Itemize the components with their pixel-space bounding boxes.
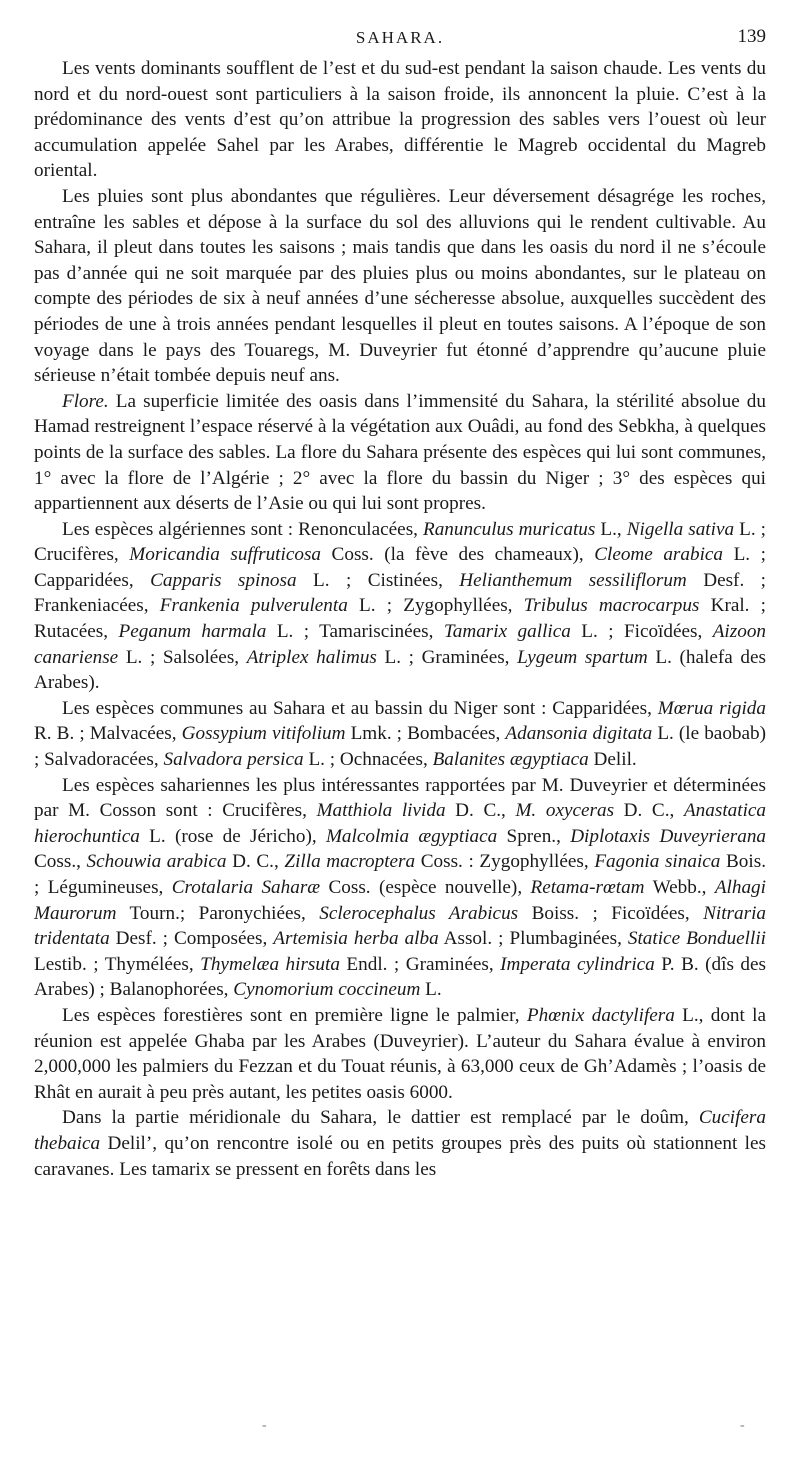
- italic-run: Matthiola livida: [316, 800, 446, 822]
- page-header: [34, 22, 766, 52]
- text-run: Lestib. ; Thymélées,: [34, 953, 201, 975]
- italic-run: Capparis spinosa: [150, 569, 297, 591]
- italic-run: Adansonia digitata: [505, 723, 653, 745]
- text-run: L. ; Capparidées,: [34, 544, 766, 591]
- italic-run: Nigella sativa: [626, 518, 735, 540]
- book-page: [34, 22, 766, 1182]
- italic-run: Sclerocephalus Arabicus: [319, 902, 519, 924]
- text-run: D. C.,: [445, 800, 516, 822]
- italic-run: Balanites ægyptiaca: [432, 749, 589, 771]
- italic-run: Anastatica hierochuntica: [34, 800, 767, 847]
- paragraph: [34, 184, 766, 389]
- text-run: L. ; Zygophyllées,: [347, 595, 524, 617]
- paragraph: [34, 773, 766, 1003]
- text-run: L.: [420, 979, 442, 1001]
- text-run: Delil.: [588, 749, 637, 771]
- italic-run: Mœrua rigida: [657, 697, 766, 719]
- italic-run: Phœnix dactylifera: [526, 1004, 675, 1026]
- text-run: R. B. ; Malvacées,: [34, 723, 182, 745]
- paragraph: [34, 696, 766, 773]
- text-run: L. ; Ochnacées,: [303, 749, 433, 771]
- text-run: Les espèces forestières sont en première ligne le palmier,: [62, 1004, 527, 1026]
- italic-run: Moricandia suffruticosa: [129, 544, 322, 566]
- text-run: Desf. ; Composées,: [109, 928, 274, 950]
- italic-run: Frankenia pulverulenta: [159, 595, 348, 617]
- italic-run: Gossypium vitifolium: [181, 723, 346, 745]
- margin-mark-left: -: [262, 1418, 267, 1433]
- italic-run: Cucifera thebaica: [34, 1107, 766, 1154]
- page-number: 139: [737, 26, 766, 47]
- paragraph: [34, 1105, 766, 1182]
- text-run: Les espèces algériennes sont : Renonculacées,: [62, 518, 423, 540]
- italic-run: Salvadora persica: [163, 749, 304, 771]
- text-run: L., dont la réunion est appelée Ghaba par les Arabes (Duveyrier). L’auteur du Sahara évalue à environ 2,000,000 les palmiers du Fezzan et du Touat réunis, à 63,000 ceux de Gh’Adamès ; l’oasis de Rhât en aurait à peu près autant, les petites oasis 6000.: [34, 1004, 766, 1103]
- text-run: Les pluies sont plus abondantes que régulières. Leur déversement désagrége les roches, entraîne les sables et dépose à la surface du sol des alluvions qui le rendent cultivable. Au Sahara, il pleut dans toutes les saisons ; mais tandis que dans les oasis du nord il ne s’écoule pas d’année qui ne soit marquée par des pluies plus ou moins abondantes, sur le plateau on compte des périodes de six à neuf années d’une sécheresse absolue, auxquelles succèdent des périodes de une à trois années pendant lesquelles il pleut en toutes saisons. A l’époque de son voyage dans le pays des Touaregs, M. Duveyrier fut étonné d’apprendre qu’aucune pluie sérieuse n’était tombée depuis neuf ans.: [34, 185, 766, 387]
- text-run: Les vents dominants soufflent de l’est et du sud-est pendant la saison chaude. Les vents du nord et du nord-ouest sont particuliers à la saison froide, ils annoncent la pluie. C’est à la prédominance des vents d’est qu’on attribue la progression des sables vers l’ouest où leur accumulation appelée Sahel par les Arabes, différentie le Magreb occidental du Magreb oriental.: [34, 58, 766, 182]
- text-run: La superficie limitée des oasis dans l’immensité du Sahara, la stérilité absolue du Hamad restreignent l’espace réservé à la végétation aux Ouâdi, au fond des Sebkha, à quelques points de la surface des sables. La flore du Sahara présente des espèces qui lui sont communes, 1° avec la flore de l’Algérie ; 2° avec la flore du bassin du Niger ; 3° des espèces qui appartiennent aux déserts de l’Asie ou qui lui sont propres.: [34, 390, 766, 515]
- text-run: Bois. ; Légumineuses,: [34, 851, 767, 898]
- italic-run: Retama-rœtam: [530, 877, 645, 898]
- text-run: Boiss. ; Ficoïdées,: [518, 902, 704, 924]
- text-run: L. ; Ficoïdées,: [570, 621, 713, 643]
- text-run: Lmk. ; Bombacées,: [345, 723, 506, 745]
- text-run: L. (le baobab) ; Salvadoracées,: [34, 723, 766, 771]
- text-run: Delil’, qu’on rencontre isolé ou en petits groupes près des puits où stationnent les caravanes. Les tamarix se pressent en forêts dans les: [34, 1132, 766, 1180]
- italic-run: Ranunculus muricatus: [422, 518, 596, 540]
- italic-run: Malcolmia ægyptiaca: [325, 825, 498, 847]
- paragraph: [34, 56, 766, 184]
- italic-run: Imperata cylindrica: [500, 953, 655, 975]
- italic-run: Crotalaria Saharæ: [171, 877, 321, 898]
- text-run: L. (rose de Jéricho),: [139, 825, 326, 847]
- italic-run: Fagonia sinaica: [594, 851, 721, 873]
- text-run: Assol. ; Plumbaginées,: [438, 928, 628, 950]
- text-run: L.,: [595, 518, 627, 540]
- italic-run: M. oxyceras: [515, 800, 615, 822]
- italic-run: Peganum harmala: [118, 621, 267, 643]
- text-run: Les espèces sahariennes les plus intéressantes rapportées par M. Duveyrier et déterminées par M. Cosson sont : Crucifères,: [34, 774, 766, 822]
- text-run: Coss. (la fève des chameaux),: [321, 544, 595, 566]
- text-run: L. (halefa des Arabes).: [34, 646, 766, 694]
- italic-run: Cynomorium coccineum: [233, 979, 421, 1001]
- paragraph: [34, 517, 766, 696]
- italic-run: Helianthemum sessiliflorum: [459, 569, 687, 591]
- text-run: Webb.,: [644, 877, 715, 898]
- italic-run: Flore.: [62, 390, 109, 412]
- italic-run: Tribulus macrocarpus: [523, 595, 700, 617]
- text-run: Les espèces communes au Sahara et au bassin du Niger sont : Capparidées,: [62, 697, 658, 719]
- italic-run: Tamarix gallica: [443, 621, 571, 643]
- text-run: L. ; Crucifères,: [34, 518, 766, 566]
- paragraph: [34, 1003, 766, 1105]
- text-run: Spren.,: [497, 825, 571, 847]
- text-run: P. B. (dîs des Arabes) ; Balanophorées,: [34, 953, 766, 1001]
- text-run: Coss. (espèce nouvelle),: [320, 877, 531, 898]
- text-run: Desf. ; Frankeniacées,: [34, 569, 766, 617]
- text-run: Coss.,: [34, 851, 87, 873]
- text-run: Kral. ; Rutacées,: [34, 595, 766, 643]
- text-run: L. ; Cistinées,: [296, 569, 460, 591]
- text-run: L. ; Graminées,: [376, 646, 518, 668]
- italic-run: Schouwia arabica: [86, 851, 227, 873]
- text-run: Coss. : Zygophyllées,: [415, 851, 595, 873]
- italic-run: Aizoon canariense: [34, 621, 767, 668]
- text-run: Tourn.; Paronychiées,: [116, 902, 320, 924]
- text-run: D. C.,: [614, 800, 684, 822]
- italic-run: Lygeum spartum: [517, 646, 648, 668]
- body-text: [34, 56, 766, 1182]
- italic-run: Atriplex halimus: [246, 646, 377, 668]
- running-title: SAHARA.: [355, 28, 445, 47]
- italic-run: Thymelæa hirsuta: [200, 953, 340, 975]
- italic-run: Nitraria tridentata: [34, 902, 766, 950]
- italic-run: Statice Bonduellii: [627, 928, 767, 950]
- text-run: L. ; Tamariscinées,: [266, 621, 444, 643]
- text-run: L. ; Salsolées,: [118, 646, 247, 668]
- italic-run: Alhagi Maurorum: [34, 877, 766, 924]
- text-run: D. C.,: [226, 851, 285, 873]
- italic-run: Cleome arabica: [594, 544, 724, 566]
- margin-mark-right: -: [740, 1418, 745, 1433]
- italic-run: Zilla macroptera: [284, 851, 416, 873]
- text-run: Endl. ; Graminées,: [339, 953, 501, 975]
- paragraph: [34, 389, 766, 517]
- text-run: Dans la partie méridionale du Sahara, le dattier est remplacé par le doûm,: [62, 1107, 699, 1129]
- italic-run: Artemisia herba alba: [273, 928, 439, 950]
- italic-run: Diplotaxis Duveyrierana: [570, 825, 767, 847]
